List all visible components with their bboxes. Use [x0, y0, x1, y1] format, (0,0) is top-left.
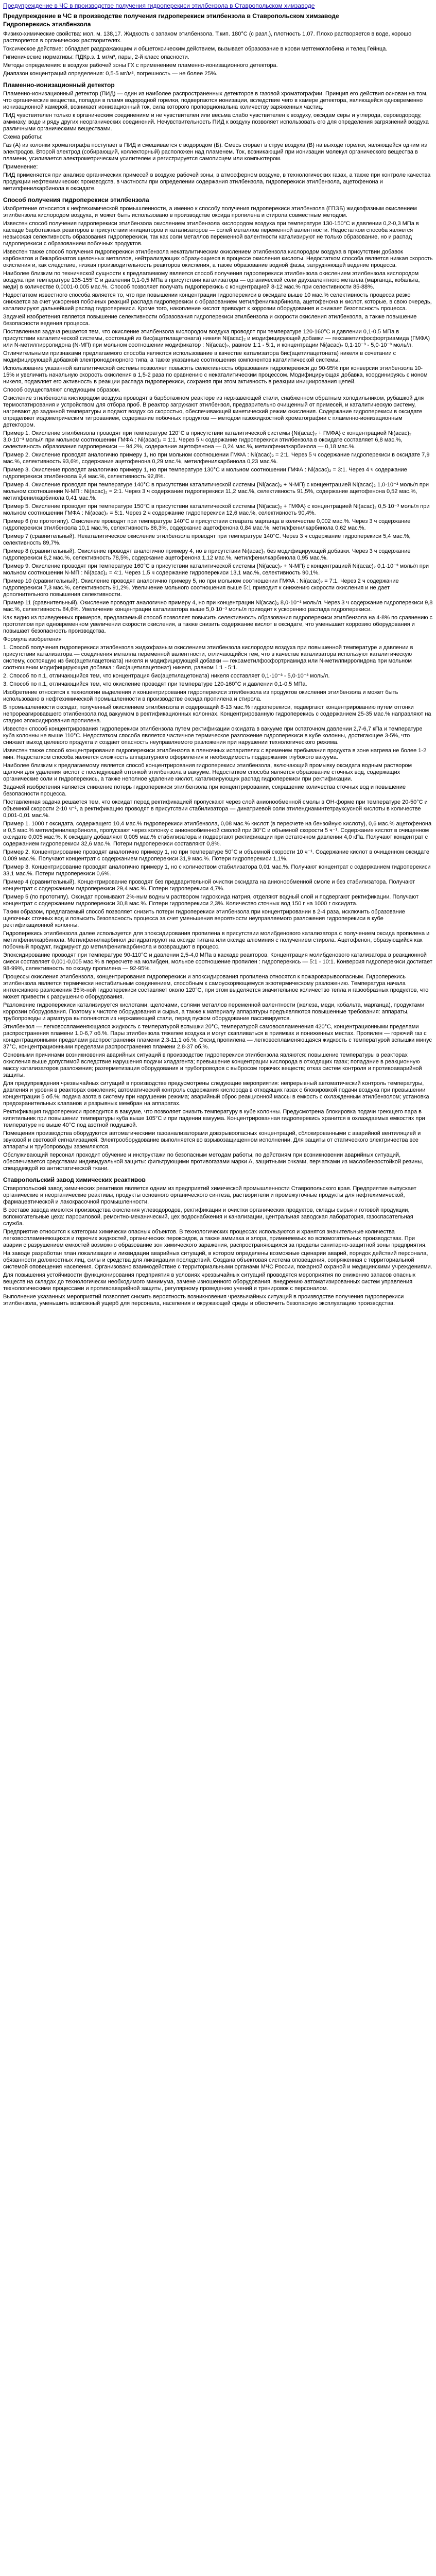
document-subtitle: Гидроперекись этилбензола — [3, 21, 91, 28]
paragraph: Пример 7 (сравнительный). Некаталитическое окисление этилбензола проводят при температуре 140°С. Через 3 ч содержание гидроперекиси 5,4 мас.%, селективность 89,7%. — [3, 533, 411, 546]
paragraph: Как видно из приведенных примеров, предлагаемый способ позволяет повысить селективность образования гидроперекиси этилбензола на 4-8% по сравнению с прототипом при одновременном увеличении скорости окисления, а также снизить содержание кислот в оксидате, что уменьшает коррозию оборудования и повышает безопасность производства. — [3, 615, 433, 634]
paragraph: На заводе разработан план локализации и ликвидации аварийных ситуаций, в котором определены возможные сценарии аварий, порядок действий персонала, обязанности должностных лиц, силы и средства для ликвидации последствий. Создана объектовая система оповещения, сопряженная с территориальной системой оповещения населения. Организовано взаимодействие с территориальными органами МЧС России, пожарной охраной и медицинскими учреждениями. — [3, 1250, 432, 1270]
paragraph: Наиболее близким по технической сущности к предлагаемому является способ получения гидроперекиси этилбензола окислением этилбензола кислородом воздуха при температуре 135-155°С и давлении 0,1-0,5 МПа в присутствии катализатора — органической соли двухвалентного металла (марганца, кобальта, меди) в количестве 0,0001-0,005 мас.%. Способ позволяет получать гидроперекись с концентрацией 8-12 мас.% при селективности 85-88%. — [3, 270, 420, 290]
paragraph: Пример 9. Окисление проводят при температуре 160°С в присутствии каталитической системы {Ni(acac)₂ + N-МП} с концентрацией Ni(acac)₂ 0,1·10⁻³ моль/л при мольном соотношении N-МП : Ni(acac)₂ = 4:1. Через 1,5 ч содержание гидроперекиси 13,1 мас.%, селективность 90,1%. — [3, 563, 429, 576]
paragraph: Окисление этилбензола кислородом воздуха проводят в барботажном реакторе из нержавеющей стали, снабженном обратным холодильником, рубашкой для термостатирования и устройством для отбора проб. В реактор загружают этилбензол, предварительно очищенный от примесей, и каталитическую систему, нагревают до заданной температуры и подают воздух со скоростью, обеспечивающей кинетический режим окисления. Содержание гидроперекиси в оксидате определяют иодометрическим титрованием, содержание побочных продуктов — методом газожидкостной хроматографии с пламенно-ионизационным детектором. — [3, 395, 424, 428]
paragraph: Пример 4 (сравнительный). Концентрирование проводят без предварительной очистки оксидата на анионообменной смоле и без стабилизатора. Получают концентрат с содержанием гидроперекиси 29,4 мас.%. Потери гидроперекиси 4,7%. — [3, 879, 415, 892]
paragraph: Недостатком известного способа является то, что при повышении концентрации гидроперекиси в оксидате выше 10 мас.% селективность процесса резко снижается за счет ускорения побочных реакций распада гидроперекиси с образованием метилфенилкарбинола, ацетофенона и кислот, которые, в свою очередь, катализируют дальнейший распад гидроперекиси. Кроме того, накопление кислот приводит к коррозии оборудования и снижает безопасность процесса. — [3, 292, 432, 312]
paragraph: Разложение гидроперекиси катализируется кислотами, щелочами, солями металлов переменной валентности (железа, меди, кобальта, марганца), продуктами коррозии оборудования. Поэтому к чистоте оборудования и сырья, а также к материалу аппаратуры предъявляются повышенные требования: аппараты, трубопроводы и арматура выполняются из нержавеющей стали, перед пуском оборудование пассивируется. — [3, 1002, 425, 1022]
paragraph: Пример 10 (сравнительный). Окисление проводят аналогично примеру 5, но при мольном соотношении ГМФА : Ni(acac)₂ = 7:1. Через 2 ч содержание гидроперекиси 7,3 мас.%, селективность 91,2%. Увеличение мольного соотношения выше 5:1 приводит к снижению скорости окисления и не дает дополнительного повышения селективности. — [3, 578, 399, 598]
paragraph: Задачей изобретения является повышение селективности образования гидроперекиси этилбензола и скорости окисления этилбензола, а также повышение безопасности ведения процесса. — [3, 314, 417, 327]
paragraph: Изобретение относится к технологии выделения и концентрирования гидроперекиси этилбензола из продуктов окисления этилбензола и может быть использовано в нефтехимической промышленности в производстве оксида пропилена и стирола. — [3, 689, 398, 702]
paragraph: Пример 6 (по прототипу). Окисление проводят при температуре 140°С в присутствии стеарата марганца в количестве 0,002 мас.%. Через 3 ч содержание гидроперекиси этилбензола 10,1 мас.%, селективность 86,3%, содержание ацетофенона 0,84 мас.%, метилфенилкарбинола 0,62 мас.%. — [3, 518, 411, 531]
paragraph: Известен также способ получения гидроперекиси этилбензола некаталитическим окислением этилбензола кислородом воздуха в присутствии добавок карбонатов и бикарбонатов щелочных металлов, нейтрализующих образующиеся в процессе окисления кислоты. Недостатком способа является низкая скорость окисления и, как следствие, низкая производительность реакторов окисления, а также образование водной фазы, затрудняющей ведение процесса. — [3, 249, 433, 268]
paragraph: Предприятие относится к категории химически опасных объектов. В технологических процессах используются и хранятся значительные количества легковоспламеняющихся и горючих жидкостей, органических пероксидов, а также аммиака и хлора, применяемых во вспомогательных производствах. При аварии с разрушением емкостей возможно образование зон химического заражения, распространяющихся за пределы санитарно-защитной зоны предприятия. — [3, 1229, 427, 1248]
paragraph: Задачей изобретения является снижение потерь гидроперекиси этилбензола при концентрировании, сокращение количества сточных вод и повышение безопасности процесса. — [3, 784, 406, 797]
section-heading: Пламенно-ионизационный детектор — [3, 81, 115, 89]
paragraph: Ректификация гидроперекиси проводится в вакууме, что позволяет снизить температуру в кубе колонны. Предусмотрена блокировка подачи греющего пара в кипятильник при повышении температуры куба выше 105°С и при падении вакуума. Концентрированная гидроперекись хранится в охлаждаемых емкостях при температуре не выше 40°С под азотной подушкой. — [3, 1109, 425, 1128]
document-title-link[interactable]: Предупреждение в ЧС в производстве получения гидроперекиси этилбензола в Ставропольском химзаводе — [3, 2, 315, 9]
paragraph: Газ (А) из колонки хроматографа поступает в ПИД и смешивается с водородом (Б). Смесь сгорает в струе воздуха (В) на выходе горелки, являющейся одним из электродов. Второй электрод (собирающий, коллекторный) расположен над пламенем. Ток, возникающий при ионизации молекул органического вещества в пламени, усиливается электрометрическим усилителем и регистрируется самописцем или компьютером. — [3, 142, 427, 162]
paragraph: Основными причинами возникновения аварийных ситуаций в производстве гидроперекиси этилбензола являются: повышение температуры в реакторах окисления выше допустимой вследствие нарушения подачи хладагента; превышение концентрации кислорода в отходящих газах; попадание в реакционную массу катализаторов разложения; разгерметизация оборудования и трубопроводов с выбросом горючих веществ; отказ систем контроля и противоаварийной защиты. — [3, 1052, 422, 1078]
paragraph: ПИД чувствителен только к органическим соединениям и не чувствителен или весьма слабо чувствителен к воздуху, оксидам серы и углерода, сероводороду, аммиаку, воде и ряду других неорганических соединений. Нечувствительность ПИД к воздуху позволяет использовать его для определения загрязнений воздуха различными органическими веществами. — [3, 112, 429, 132]
paragraph: Обслуживающий персонал проходит обучение и инструктажи по безопасным методам работы, по действиям при возникновении аварийных ситуаций, обеспечивается средствами индивидуальной защиты: фильтрующими противогазами марки А, защитными очками, перчатками из маслобензостойкой резины, спецодеждой из антистатической ткани. — [3, 1152, 424, 1172]
paragraph: Эпоксидирование проводят при температуре 90-110°С и давлении 2,5-4,0 МПа в каскаде реакторов. Концентрация молибденового катализатора в реакционной смеси составляет 0,001-0,005 мас.% в пересчете на молибден, мольное соотношение пропилен : гидроперекись — 5:1 - 10:1. Конверсия гидроперекиси достигает 98-99%, селективность по оксиду пропилена — 92-95%. — [3, 952, 432, 972]
paragraph: Поставленная задача решается тем, что оксидат перед ректификацией пропускают через слой анионообменной смолы в ОН-форме при температуре 20-50°С и объемной скорости 2-10 ч⁻¹, а ректификацию проводят в присутствии стабилизатора — динатриевой соли этилендиаминтетрауксусной кислоты в количестве 0,001-0,01 мас.%. — [3, 799, 428, 819]
paragraph: Физико-химические свойства: мол. м. 138,17. Жидкость с запахом этилбензола. Т.кип. 180°С (с разл.), плотность 1,07. Плохо растворяется в воде, хорошо растворяется в органических растворителях. — [3, 31, 412, 44]
paragraph: Формула изобретения — [3, 636, 62, 642]
paragraph: Методы определения: в воздухе рабочей зоны ГХ с применением пламенно-ионизационного детектора. — [3, 62, 278, 69]
paragraph: ПИД применяется при анализе органических примесей в воздухе рабочей зоны, в атмосферном воздухе, в технологических газах, а также при контроле качества продукции нефтехимических производств, в частности при определении содержания этилбензола, гидроперекиси этилбензола, ацетофенона и метилфенилкарбинола в оксидате. — [3, 172, 431, 192]
paragraph: Известен способ концентрирования гидроперекиси этилбензола путем ректификации оксидата в вакууме при остаточном давлении 2,7-6,7 кПа и температуре куба колонны не выше 110°С. Недостатком способа является частичное термическое разложение гидроперекиси в кубе колонны, достигающее 3-5%, что снижает выход целевого продукта и создает опасность неуправляемого разложения при нарушении технологического режима. — [3, 726, 423, 745]
paragraph: Пламенно-ионизационный детектор (ПИД) — один из наиболее распространенных детекторов в газовой хроматографии. Принцип его действия основан на том, что органические вещества, попадая в пламя водородной горелки, подвергаются ионизации, вследствие чего в камере детектора, являющейся одновременно ионизационной камерой, возникает ионизационный ток, сила которого пропорциональна количеству заряженных частиц. — [3, 91, 428, 110]
document-body — [3, 31, 433, 1307]
paragraph: Токсическое действие: обладает раздражающим и общетоксическим действием, вызывает образование в крови метгемоглобина и телец Гейнца. — [3, 46, 388, 52]
paragraph: Пример 2. Концентрирование проводят аналогично примеру 1, но при температуре 50°С и объемной скорости 10 ч⁻¹. Содержание кислот в очищенном оксидате 0,009 мас.%. Получают концентрат с содержанием гидроперекиси 31,9 мас.%. Потери гидроперекиси 1,1%. — [3, 849, 429, 862]
paragraph: Пример 2. Окисление проводят аналогично примеру 1, но при мольном соотношении ГМФА : Ni(acac)₂ = 2:1. Через 5 ч содержание гидроперекиси в оксидате 7,9 мас.%, селективность 93,6%, содержание ацетофенона 0,29 мас.%, метилфенилкарбинола 0,23 мас.%. — [3, 452, 430, 465]
paragraph: 3. Способ по п.1, отличающийся тем, что окисление проводят при температуре 120-160°С и давлении 0,1-0,5 МПа. — [3, 681, 307, 687]
paragraph: Пример 4. Окисление проводят при температуре 140°С в присутствии каталитической системы {Ni(acac)₂ + N-МП} с концентрацией Ni(acac)₂ 1,0·10⁻³ моль/л при мольном соотношении N-МП : Ni(acac)₂ = 2:1. Через 3 ч содержание гидроперекиси 11,2 мас.%, селективность 91,5%, содержание ацетофенона 0,52 мас.%, метилфенилкарбинола 0,41 мас.%. — [3, 482, 429, 501]
section-heading: Ставропольский завод химических реактивов — [3, 1176, 146, 1183]
paragraph: 2. Способ по п.1, отличающийся тем, что концентрация бис(ацетилацетоната) никеля составляет 0,1·10⁻³ - 5,0·10⁻³ моль/л. — [3, 673, 330, 679]
paragraph: Пример 11 (сравнительный). Окисление проводят аналогично примеру 4, но при концентрации Ni(acac)₂ 8,0·10⁻³ моль/л. Через 3 ч содержание гидроперекиси 9,8 мас.%, селективность 84,6%. Увеличение концентрации катализатора выше 5,0·10⁻³ моль/л приводит к ускорению распада гидроперекиси. — [3, 600, 433, 613]
paragraph: Пример 8 (сравнительный). Окисление проводят аналогично примеру 4, но в присутствии Ni(acac)₂ без модифицирующей добавки. Через 3 ч содержание гидроперекиси 8,2 мас.%, селективность 78,5%, содержание ацетофенона 1,12 мас.%, метилфенилкарбинола 0,95 мас.%. — [3, 548, 411, 561]
paragraph: Таким образом, предлагаемый способ позволяет снизить потери гидроперекиси этилбензола при концентрировании в 2-4 раза, исключить образование щелочных сточных вод и повысить безопасность процесса за счет уменьшения вероятности неуправляемого разложения гидроперекиси в кубе ректификационной колонны. — [3, 909, 405, 928]
paragraph: В промышленности оксидат, полученный окислением этилбензола и содержащий 8-13 мас.% гидроперекиси, подвергают концентрированию путем отгонки непрореагировавшего этилбензола под вакуумом в ректификационных колоннах. Концентрированную гидроперекись с содержанием 25-35 мас.% направляют на стадию эпоксидирования пропилена. — [3, 704, 431, 724]
paragraph: Выполнение указанных мероприятий позволяет снизить вероятность возникновения чрезвычайных ситуаций в производстве получения гидроперекиси этилбензола, уменьшить возможный ущерб для персонала, населения и окружающей среды и обеспечить безопасную эксплуатацию производства. — [3, 1294, 404, 1307]
paragraph: Применение: — [3, 164, 38, 170]
paragraph: Помещения производства оборудуются автоматическими газоанализаторами довзрывоопасных концентраций, сблокированными с аварийной вентиляцией и звуковой и световой сигнализацией. Электрооборудование выполняется во взрывозащищенном исполнении. Для защиты от статического электричества все аппараты и трубопроводы заземляются. — [3, 1130, 421, 1150]
paragraph: Пример 5 (по прототипу). Оксидат промывают 2%-ным водным раствором гидроксида натрия, отделяют водный слой и подвергают ректификации. Получают концентрат с содержанием гидроперекиси 30,8 мас.%. Потери гидроперекиси 2,3%. Количество сточных вод 150 г на 1000 г оксидата. — [3, 894, 418, 907]
paragraph: Известен также способ концентрирования гидроперекиси этилбензола в пленочных испарителях с временем пребывания продукта в зоне нагрева не более 1-2 мин. Недостатком способа является сложность аппаратурного оформления и необходимость поддержания глубокого вакуума. — [3, 748, 427, 760]
paragraph: Пример 5. Окисление проводят при температуре 150°С в присутствии каталитической системы {Ni(acac)₂ + ГМФА} с концентрацией Ni(acac)₂ 0,5·10⁻³ моль/л при мольном соотношении ГМФА : Ni(acac)₂ = 5:1. Через 2 ч содержание гидроперекиси 12,6 мас.%, селективность 90,4%. — [3, 503, 430, 516]
paragraph: Гидроперекись этилбензола далее используется для эпоксидирования пропилена в присутствии молибденового катализатора с получением оксида пропилена и метилфенилкарбинола. Метилфенилкарбинол дегидратируют на оксиде титана или оксиде алюминия с получением стирола. Ацетофенон, образующийся как побочный продукт, гидрируют до метилфенилкарбинола и возвращают в процесс. — [3, 930, 430, 950]
paragraph: Пример 3. Концентрирование проводят аналогично примеру 1, но с количеством стабилизатора 0,01 мас.%. Получают концентрат с содержанием гидроперекиси 33,1 мас.%. Потери гидроперекиси 0,6%. — [3, 864, 431, 877]
paragraph: Этилбензол — легковоспламеняющаяся жидкость с температурой вспышки 20°С, температурой самовоспламенения 420°С, концентрационными пределами распространения пламени 1,0-6,7 об.%. Пары этилбензола тяжелее воздуха и могут скапливаться в приямках и пониженных местах. Пропилен — горючий газ с концентрационными пределами распространения пламени 2,3-11,1 об.%. Оксид пропилена — легковоспламеняющаяся жидкость с температурой вспышки минус 37°С, концентрационными пределами распространения пламени 2,8-37 об.%. — [3, 1024, 432, 1050]
document-title: Предупреждение в ЧС в производстве получения гидроперекиси этилбензола в Ставропольском химзаводе — [3, 12, 339, 20]
paragraph: Использование указанной каталитической системы позволяет повысить селективность образования гидроперекиси до 90-95% при конверсии этилбензола 10-15% и увеличить начальную скорость окисления в 1,5-2 раза по сравнению с некаталитическим процессом. Модифицирующая добавка, координируясь с ионом никеля, подавляет его активность в реакции распада гидроперекиси, сохраняя при этом активность в реакции инициирования цепей. — [3, 365, 428, 385]
paragraph: Процессы окисления этилбензола, концентрирования гидроперекиси и эпоксидирования пропилена относятся к пожаровзрывоопасным. Гидроперекись этилбензола является термически нестабильным соединением, способным к самоускоряющемуся экзотермическому разложению. Температура начала интенсивного разложения 35%-ной гидроперекиси составляет около 120°С, при этом выделяется значительное количество тепла и газообразных продуктов, что может привести к разрушению оборудования. — [3, 974, 429, 1000]
paragraph: Наиболее близким к предлагаемому является способ концентрирования гидроперекиси этилбензола, включающий промывку оксидата водным раствором щелочи для удаления кислот с последующей отгонкой этилбензола в вакууме. Недостатком способа является образование сточных вод, содержащих органические соли и гидроперекись, а также неполное удаление кислот, катализирующих распад гидроперекиси при ректификации. — [3, 762, 412, 782]
paragraph: Гигиенические нормативы: ПДКр.з. 1 мг/м³, пары, 2-й класс опасности. — [3, 54, 189, 60]
paragraph: 1. Способ получения гидроперекиси этилбензола жидкофазным окислением этилбензола кислородом воздуха при повышенной температуре и давлении в присутствии катализатора — соединения металла переменной валентности, отличающийся тем, что в качестве катализатора используют каталитическую систему, состоящую из бис(ацетилацетоната) никеля и модифицирующей добавки — гексаметилфосфортриамида или N-метилпирролидона при мольном соотношении модифицирующая добавка : бис(ацетилацетонат) никеля, равном 1:1 - 5:1. — [3, 645, 413, 671]
paragraph: Пример 1. 1000 г оксидата, содержащего 10,4 мас.% гидроперекиси этилбензола, 0,08 мас.% кислот (в пересчете на бензойную кислоту), 0,6 мас.% ацетофенона и 0,5 мас.% метилфенилкарбинола, пропускают через колонку с анионообменной смолой при 30°С и объемной скорости 5 ч⁻¹. Содержание кислот в очищенном оксидате 0,005 мас.%. К оксидату добавляют 0,005 мас.% стабилизатора и подвергают ректификации при остаточном давлении 4,0 кПа. Получают концентрат с содержанием гидроперекиси 32,6 мас.%. Потери гидроперекиси составляют 0,8%. — [3, 821, 432, 847]
paragraph: Для повышения устойчивости функционирования предприятия в условиях чрезвычайных ситуаций проводятся мероприятия по снижению запасов опасных веществ на складах до технологически необходимого минимума, замене изношенного оборудования, внедрению автоматизированных систем управления технологическими процессами и противоаварийной защиты, регулярному проведению учений и тренировок с персоналом. — [3, 1272, 416, 1292]
paragraph: Известен способ получения гидроперекиси этилбензола окислением этилбензола кислородом воздуха при температуре 130-150°С и давлении 0,2-0,3 МПа в каскаде барботажных реакторов в присутствии инициаторов и катализаторов — солей металлов переменной валентности. Недостатком способа является невысокая селективность образования гидроперекиси, так как соли металлов переменной валентности катализируют не только образование, но и распад гидроперекиси с образованием побочных продуктов. — [3, 221, 419, 247]
paragraph: Диапазон концентраций определения: 0,5-5 мг/м³, погрешность — не более 25%. — [3, 71, 218, 77]
paragraph: Схема работы: — [3, 134, 43, 140]
section-heading: Способ получения гидроперекиси этилбензола — [3, 196, 149, 204]
paragraph: Ставропольский завод химических реактивов является одним из предприятий химической промышленности Ставропольского края. Предприятие выпускает органические и неорганические реактивы, продукты основного органического синтеза, растворители и промежуточные продукты для нефтехимической, фармацевтической и лакокрасочной промышленности. — [3, 1185, 416, 1205]
paragraph: Способ осуществляют следующим образом. — [3, 387, 120, 393]
paragraph: Отличительными признаками предлагаемого способа являются использование в качестве катализатора бис(ацетилацетоната) никеля в сочетании с модифицирующей добавкой электронодонорного типа, а также указанные соотношения компонентов каталитической системы. — [3, 350, 396, 363]
paragraph: Изобретение относится к нефтехимической промышленности, а именно к способу получения гидроперекиси этилбензола (ГПЭБ) жидкофазным окислением этилбензола кислородом воздуха, и может быть использовано в производстве оксида пропилена и стирола совместным методом. — [3, 206, 417, 218]
paragraph: Пример 1. Окисление этилбензола проводят при температуре 120°С в присутствии каталитической системы {Ni(acac)₂ + ГМФА} с концентрацией Ni(acac)₂ 3,0·10⁻³ моль/л при мольном соотношении ГМФА : Ni(acac)₂ = 1:1. Через 5 ч содержание гидроперекиси этилбензола в оксидате составляет 6,8 мас.%, селективность образования гидроперекиси — 94,2%, содержание ацетофенона — 0,24 мас.%, метилфенилкарбинола — 0,18 мас.%. — [3, 430, 412, 450]
paragraph: Для предупреждения чрезвычайных ситуаций в производстве предусмотрены следующие мероприятия: непрерывный автоматический контроль температуры, давления и уровня в реакторах окисления; автоматический контроль содержания кислорода в отходящих газах с блокировкой подачи воздуха при превышении концентрации 5 об.%; подача азота в систему при нарушении режима; аварийный сброс реакционной массы в емкость с охлажденным этилбензолом; установка предохранительных клапанов и разрывных мембран на аппаратах. — [3, 1080, 429, 1107]
paragraph: Пример 3. Окисление проводят аналогично примеру 1, но при температуре 130°С и мольном соотношении ГМФА : Ni(acac)₂ = 3:1. Через 4 ч содержание гидроперекиси этилбензола 9,4 мас.%, селективность 92,8%. — [3, 467, 407, 480]
paragraph: В составе завода имеются производства окисления углеводородов, ректификации и очистки органических продуктов, склады сырья и готовой продукции, вспомогательные цеха: паросиловой, ремонтно-механический, цех водоснабжения и канализации, центральная заводская лаборатория, газоспасательная служба. — [3, 1207, 413, 1227]
paragraph: Поставленная задача решается тем, что окисление этилбензола кислородом воздуха проводят при температуре 120-160°С и давлении 0,1-0,5 МПа в присутствии каталитической системы, состоящей из бис(ацетилацетоната) никеля Ni(acac)₂ и модифицирующей добавки — гексаметилфосфортриамида (ГМФА) или N-метилпирролидона (N-МП) при мольном соотношении модификатор : Ni(acac)₂, равном 1:1 - 5:1, и концентрации Ni(acac)₂ 0,1·10⁻³ - 5,0·10⁻³ моль/л. — [3, 329, 430, 348]
